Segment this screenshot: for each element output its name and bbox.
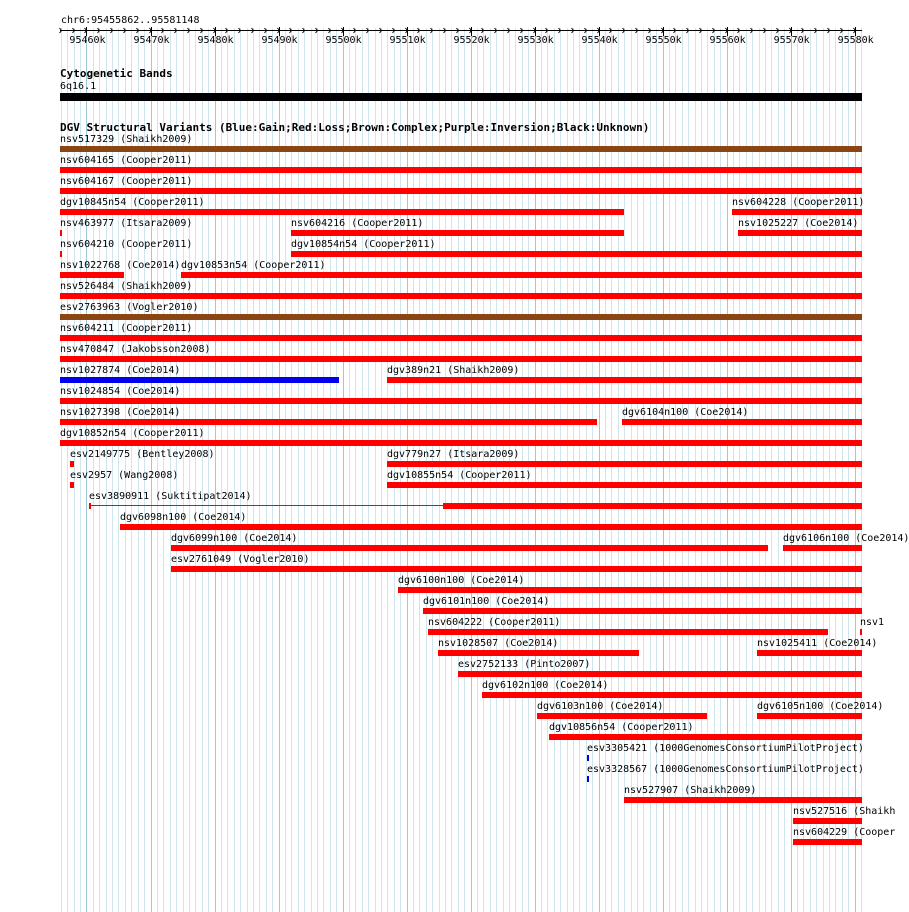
cytoband-track-title: Cytogenetic Bands: [60, 67, 173, 80]
sv-feature-label[interactable]: nsv604210 (Cooper2011): [60, 239, 193, 250]
cytoband-label: 6q16.1: [60, 81, 97, 92]
sv-feature-bar[interactable]: [171, 545, 768, 551]
sv-feature-bar[interactable]: [60, 377, 339, 383]
sv-feature-bar[interactable]: [438, 650, 639, 656]
sv-feature-label[interactable]: esv2763963 (Vogler2010): [60, 302, 199, 313]
sv-feature-label[interactable]: dgv6104n100 (Coe2014): [622, 407, 749, 418]
sv-feature-connector[interactable]: [89, 505, 443, 506]
ruler-tick-label: 95520k: [453, 35, 490, 46]
ruler-axis: [0, 0, 890, 60]
sv-feature-label[interactable]: nsv470847 (Jakobsson2008): [60, 344, 211, 355]
sv-feature-bar[interactable]: [587, 776, 589, 782]
sv-feature-label[interactable]: nsv604228 (Cooper2011): [732, 197, 865, 208]
sv-feature-label[interactable]: dgv10845n54 (Cooper2011): [60, 197, 205, 208]
sv-feature-bar[interactable]: [60, 188, 862, 194]
sv-feature-label[interactable]: dgv6101n100 (Coe2014): [423, 596, 550, 607]
sv-feature-label[interactable]: nsv604165 (Cooper2011): [60, 155, 193, 166]
sv-feature-bar[interactable]: [587, 755, 589, 761]
sv-feature-bar[interactable]: [622, 419, 862, 425]
ruler-tick-label: 95560k: [709, 35, 746, 46]
sv-feature-bar[interactable]: [60, 398, 862, 404]
sv-feature-bar[interactable]: [624, 797, 862, 803]
ruler-tick-label: 95480k: [197, 35, 234, 46]
sv-feature-bar[interactable]: [549, 734, 862, 740]
sv-feature-bar[interactable]: [443, 503, 862, 509]
sv-feature-label[interactable]: nsv604167 (Cooper2011): [60, 176, 193, 187]
dgv-track-title: DGV Structural Variants (Blue:Gain;Red:Loss;Brown:Complex;Purple:Inversion;Black:Unknown): [60, 121, 650, 134]
sv-feature-label[interactable]: esv3305421 (1000GenomesConsortiumPilotProject): [587, 743, 864, 754]
sv-feature-label[interactable]: esv2149775 (Bentley2008): [70, 449, 215, 460]
ruler-tick-label: 95500k: [325, 35, 362, 46]
sv-feature-label[interactable]: dgv10852n54 (Cooper2011): [60, 428, 205, 439]
sv-feature-label[interactable]: dgv10854n54 (Cooper2011): [291, 239, 436, 250]
sv-feature-label[interactable]: dgv389n21 (Shaikh2009): [387, 365, 520, 376]
sv-feature-label[interactable]: nsv526484 (Shaikh2009): [60, 281, 193, 292]
sv-feature-bar[interactable]: [738, 230, 862, 236]
sv-feature-label[interactable]: nsv527516 (Shaikh: [793, 806, 896, 817]
ruler-track[interactable]: [0, 0, 890, 60]
sv-feature-bar[interactable]: [60, 251, 62, 257]
sv-feature-bar[interactable]: [181, 272, 862, 278]
sv-feature-label[interactable]: dgv6100n100 (Coe2014): [398, 575, 525, 586]
sv-feature-label[interactable]: dgv6106n100 (Coe2014): [783, 533, 909, 544]
ruler-tick-label: 95580k: [837, 35, 874, 46]
sv-feature-label[interactable]: esv2761049 (Vogler2010): [171, 554, 310, 565]
sv-feature-label[interactable]: nsv604229 (Cooper: [793, 827, 896, 838]
sv-feature-bar[interactable]: [60, 335, 862, 341]
sv-feature-bar[interactable]: [171, 566, 862, 572]
sv-feature-bar[interactable]: [291, 230, 625, 236]
sv-feature-label[interactable]: dgv6099n100 (Coe2014): [171, 533, 298, 544]
sv-feature-label[interactable]: nsv604216 (Cooper2011): [291, 218, 424, 229]
ruler-tick-label: 95550k: [645, 35, 682, 46]
sv-feature-bar[interactable]: [793, 818, 862, 824]
sv-feature-bar[interactable]: [423, 608, 862, 614]
sv-feature-label[interactable]: nsv1028507 (Coe2014): [438, 638, 559, 649]
sv-feature-bar[interactable]: [60, 272, 124, 278]
sv-feature-bar[interactable]: [860, 629, 862, 635]
ruler-tick-label: 95570k: [773, 35, 810, 46]
sv-feature-label[interactable]: nsv517329 (Shaikh2009): [60, 134, 193, 145]
sv-feature-label[interactable]: esv3890911 (Suktitipat2014): [89, 491, 252, 502]
sv-feature-bar[interactable]: [60, 209, 624, 215]
sv-feature-label[interactable]: dgv6102n100 (Coe2014): [482, 680, 609, 691]
sv-feature-bar[interactable]: [783, 545, 862, 551]
sv-feature-label[interactable]: dgv6098n100 (Coe2014): [120, 512, 247, 523]
sv-feature-bar[interactable]: [428, 629, 827, 635]
ruler-tick-label: 95470k: [133, 35, 170, 46]
sv-feature-label[interactable]: esv2752133 (Pinto2007): [458, 659, 591, 670]
ruler-tick-label: 95460k: [69, 35, 106, 46]
sv-feature-label[interactable]: nsv1022768 (Coe2014): [60, 260, 181, 271]
sv-feature-bar[interactable]: [732, 209, 862, 215]
ruler-tick-label: 95510k: [389, 35, 426, 46]
sv-feature-bar[interactable]: [398, 587, 862, 593]
cytoband-bar[interactable]: [60, 93, 862, 101]
sv-feature-label[interactable]: nsv1024854 (Coe2014): [60, 386, 181, 397]
sv-feature-label[interactable]: nsv1025411 (Coe2014): [757, 638, 878, 649]
sv-feature-bar[interactable]: [793, 839, 862, 845]
sv-feature-label[interactable]: nsv604222 (Cooper2011): [428, 617, 561, 628]
sv-feature-label[interactable]: nsv527907 (Shaikh2009): [624, 785, 757, 796]
sv-feature-label[interactable]: esv3328567 (1000GenomesConsortiumPilotProject): [587, 764, 864, 775]
sv-feature-label[interactable]: dgv10853n54 (Cooper2011): [181, 260, 326, 271]
sv-feature-label[interactable]: dgv6105n100 (Coe2014): [757, 701, 884, 712]
sv-feature-bar[interactable]: [60, 440, 862, 446]
sv-feature-bar[interactable]: [60, 314, 862, 320]
sv-feature-label[interactable]: nsv1025227 (Coe2014): [738, 218, 859, 229]
sv-feature-label[interactable]: dgv10856n54 (Cooper2011): [549, 722, 694, 733]
sv-feature-bar[interactable]: [291, 251, 862, 257]
sv-feature-bar[interactable]: [60, 167, 862, 173]
sv-feature-label[interactable]: dgv6103n100 (Coe2014): [537, 701, 664, 712]
sv-feature-bar[interactable]: [482, 692, 862, 698]
sv-feature-bar[interactable]: [387, 377, 862, 383]
sv-feature-cap[interactable]: [89, 503, 91, 509]
ruler-tick-label: 95530k: [517, 35, 554, 46]
sv-feature-bar[interactable]: [60, 230, 62, 236]
ruler-tick-label: 95540k: [581, 35, 618, 46]
sv-feature-label[interactable]: nsv1027398 (Coe2014): [60, 407, 181, 418]
sv-feature-bar[interactable]: [60, 356, 862, 362]
sv-feature-label[interactable]: esv2957 (Wang2008): [70, 470, 179, 481]
sv-feature-label[interactable]: nsv463977 (Itsara2009): [60, 218, 193, 229]
sv-feature-label[interactable]: dgv10855n54 (Cooper2011): [387, 470, 532, 481]
sv-feature-bar[interactable]: [458, 671, 862, 677]
sv-feature-label[interactable]: nsv1027874 (Coe2014): [60, 365, 181, 376]
sv-feature-bar[interactable]: [70, 461, 74, 467]
sv-feature-label[interactable]: dgv779n27 (Itsara2009): [387, 449, 520, 460]
sv-feature-label[interactable]: nsv1: [860, 617, 885, 628]
sv-feature-label[interactable]: nsv604211 (Cooper2011): [60, 323, 193, 334]
sv-feature-bar[interactable]: [757, 650, 862, 656]
sv-feature-bar[interactable]: [757, 713, 862, 719]
sv-feature-bar[interactable]: [70, 482, 74, 488]
sv-feature-bar[interactable]: [120, 524, 862, 530]
sv-feature-bar[interactable]: [387, 461, 862, 467]
sv-feature-bar[interactable]: [60, 293, 862, 299]
ruler-tick-label: 95490k: [261, 35, 298, 46]
sv-feature-bar[interactable]: [537, 713, 707, 719]
ruler-location: chr6:95455862..95581148: [61, 15, 200, 26]
sv-feature-bar[interactable]: [387, 482, 862, 488]
sv-feature-bar[interactable]: [60, 146, 862, 152]
sv-feature-bar[interactable]: [60, 419, 597, 425]
